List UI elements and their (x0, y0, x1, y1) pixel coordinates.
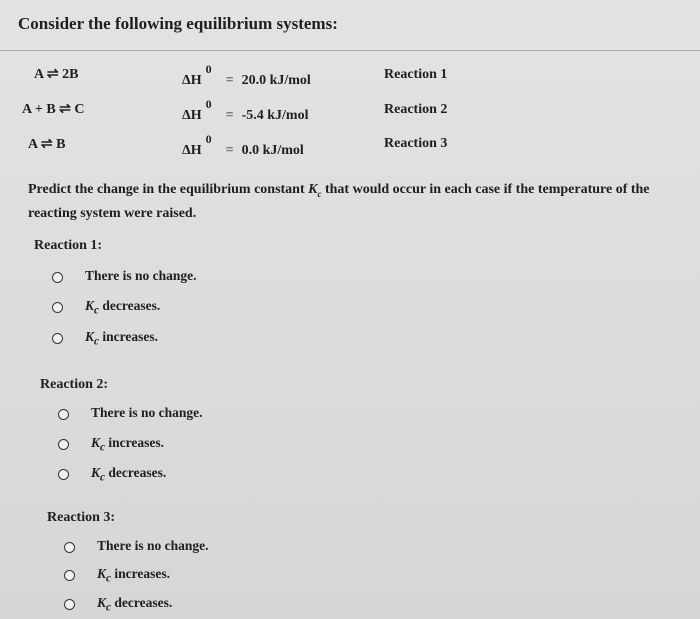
page-title: Consider the following equilibrium systems: (18, 14, 338, 33)
reaction-2-option-no-change[interactable] (58, 405, 203, 424)
option-label: There is no change. (91, 405, 203, 420)
radio-button[interactable] (52, 333, 63, 344)
radio-button[interactable] (52, 302, 63, 313)
reaction-2-equation: A + B ⇌ C (22, 102, 85, 117)
enthalpy-value: 20.0 kJ/mol (241, 73, 311, 88)
option-label: There is no change. (85, 268, 197, 283)
reaction-1-option-kc-decreases[interactable] (52, 298, 160, 317)
enthalpy-value: 0.0 kJ/mol (241, 143, 304, 158)
reaction-2-option-kc-increases[interactable] (58, 435, 164, 454)
radio-button[interactable] (64, 570, 75, 581)
reaction-1-option-kc-increases[interactable] (52, 329, 158, 348)
reaction-3-question-heading: Reaction 3: (47, 510, 116, 525)
option-label: $K_c$ decreases. (97, 595, 173, 614)
delta-h-symbol: ΔH (182, 73, 202, 88)
option-label: $K_c$ decreases. (85, 298, 161, 317)
option-label: There is no change. (97, 538, 209, 553)
delta-h-symbol: ΔH (182, 143, 202, 158)
reaction-2-label: Reaction 2 (384, 102, 448, 117)
reaction-1-label: Reaction 1 (384, 67, 448, 82)
prompt-text-start: Predict the change in the equilibrium constant (28, 182, 309, 197)
option-label: $K_c$ increases. (97, 566, 171, 585)
reaction-1-equation: A ⇌ 2B (34, 67, 79, 82)
reaction-3-option-no-change[interactable] (64, 538, 209, 557)
reaction-1-question-heading: Reaction 1: (34, 238, 103, 253)
reaction-2-option-kc-decreases[interactable] (58, 465, 166, 484)
title-divider (0, 50, 700, 51)
enthalpy-value: -5.4 kJ/mol (241, 108, 309, 123)
radio-button[interactable] (58, 469, 69, 480)
standard-state-superscript: 0 (205, 62, 212, 76)
reaction-3-option-kc-increases[interactable] (64, 566, 170, 585)
radio-button[interactable] (58, 409, 69, 420)
equals-sign: = (225, 73, 234, 88)
radio-button[interactable] (58, 439, 69, 450)
radio-button[interactable] (52, 272, 63, 283)
prompt-text-end: that would occur in each case if the temperature of the reacting system were raised. (28, 182, 650, 221)
reaction-3-equation: A ⇌ B (28, 137, 66, 152)
standard-state-superscript: 0 (205, 132, 212, 146)
option-label: $K_c$ increases. (85, 329, 159, 348)
radio-button[interactable] (64, 599, 75, 610)
reaction-3-label: Reaction 3 (384, 136, 448, 151)
reaction-2-question-heading: Reaction 2: (40, 377, 109, 392)
delta-h-symbol: ΔH (182, 108, 202, 123)
question-prompt (28, 180, 688, 224)
option-label: $K_c$ increases. (91, 435, 165, 454)
reaction-1-enthalpy (182, 62, 311, 89)
c-subscript: c (317, 188, 322, 199)
radio-button[interactable] (64, 542, 75, 553)
option-label: $K_c$ decreases. (91, 465, 167, 484)
k-letter: K (308, 182, 318, 197)
reaction-2-enthalpy (182, 97, 309, 124)
standard-state-superscript: 0 (205, 97, 212, 111)
kc-symbol (308, 182, 321, 197)
reaction-1-option-no-change[interactable] (52, 268, 197, 287)
reaction-3-enthalpy (182, 132, 304, 159)
equals-sign: = (225, 143, 234, 158)
equals-sign: = (225, 108, 234, 123)
reaction-3-option-kc-decreases[interactable] (64, 595, 172, 614)
